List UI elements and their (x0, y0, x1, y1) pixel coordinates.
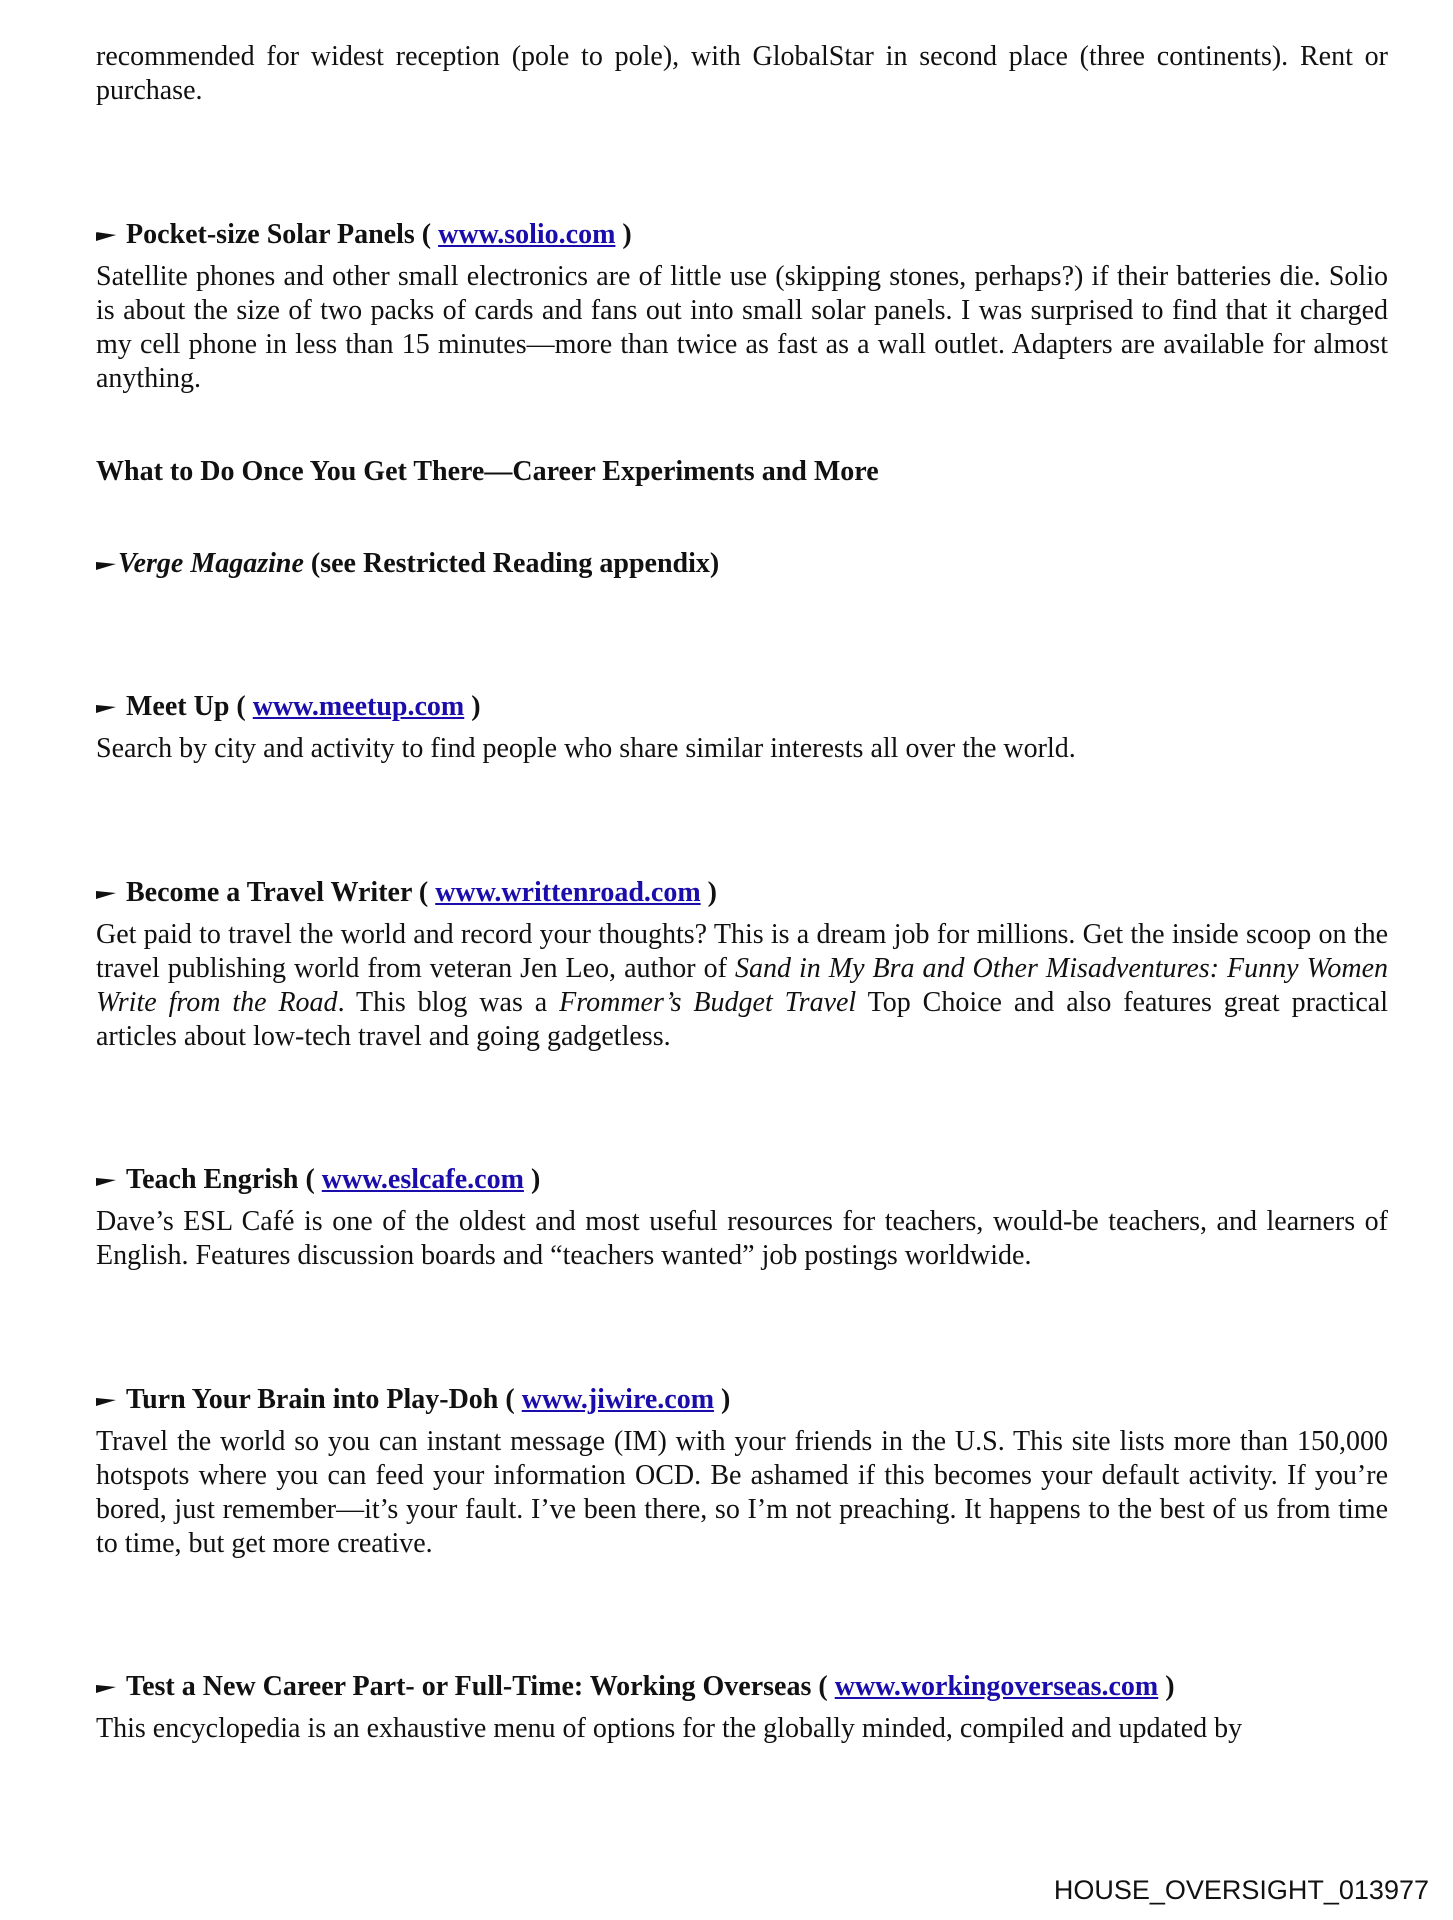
solar-title: Pocket-size Solar Panels ( (126, 219, 432, 250)
writer-book-title: Sand in My Bra and Other Misadventures: Funny Women Write from the Road (96, 953, 1388, 1018)
overseas-title: Test a New Career Part- or Full-Time: Working Overseas ( (126, 1671, 828, 1702)
verge-title: Verge Magazine (118, 548, 304, 579)
meetup-title: Meet Up ( (126, 691, 246, 722)
overseas-close: ) (1165, 1671, 1175, 1702)
esl-link[interactable]: www.eslcafe.com (321, 1164, 524, 1195)
writer-title: Become a Travel Writer ( (126, 877, 429, 908)
writer-heading (96, 876, 1388, 910)
solar-body: Satellite phones and other small electronics are of little use (skipping stones, perhaps?) if their batteries die. Solio is about the size of two packs of cards and fans out into small solar panels. I was surprised to find that it charged my cell phone in less than 15 minutes—more than twice as fast as a wall outlet. Adapters are available for almost anything. (96, 261, 1388, 394)
meetup-body: Search by city and activity to find people who share similar interests all over the world. (96, 733, 1076, 764)
pointer-arrow-icon (96, 887, 116, 899)
verge-entry (96, 547, 1388, 581)
meetup-heading (96, 690, 1388, 724)
jiwire-body: Travel the world so you can instant message (IM) with your friends in the U.S. This site lists more than 150,000 hotspots where you can feed your information OCD. Be ashamed if this becomes your default activity. If you’re bored, just remember—it’s your fault. I’ve been there, so I’m not preaching. It happens to the best of us from time to time, but get more creative. (96, 1426, 1388, 1559)
intro-section (96, 40, 1388, 108)
writer-award: Frommer’s Budget Travel (559, 987, 857, 1018)
jiwire-close: ) (721, 1384, 731, 1415)
meetup-entry (96, 690, 1388, 766)
overseas-link[interactable]: www.workingoverseas.com (834, 1671, 1159, 1702)
solar-link[interactable]: www.solio.com (438, 219, 616, 250)
section-heading: What to Do Once You Get There—Career Experiments and More (96, 456, 879, 487)
writer-entry (96, 876, 1388, 1054)
meetup-close: ) (471, 691, 481, 722)
overseas-heading (96, 1670, 1388, 1704)
esl-close: ) (530, 1164, 541, 1195)
pointer-arrow-icon (96, 1394, 116, 1406)
document-footer-id: HOUSE_OVERSIGHT_013977 (1053, 1875, 1429, 1905)
jiwire-link[interactable]: www.jiwire.com (521, 1384, 715, 1415)
jiwire-entry (96, 1383, 1388, 1561)
verge-note: (see Restricted Reading appendix) (303, 548, 720, 579)
pointer-arrow-icon (96, 701, 116, 713)
intro-paragraph: recommended for widest reception (pole to pole), with GlobalStar in second place (three continents). Rent or purchase. (96, 41, 1388, 106)
writer-body-part3: Top Choice and also features great practical articles about low-tech travel and going gadgetless. (96, 987, 1388, 1052)
solar-entry (96, 218, 1388, 396)
jiwire-heading (96, 1383, 1388, 1417)
writer-body (96, 918, 1388, 1054)
esl-body: Dave’s ESL Café is one of the oldest and most useful resources for teachers, would-be teachers, and learners of English. Features discussion boards and “teachers wanted” job postings worldwide. (96, 1206, 1388, 1271)
overseas-entry (96, 1670, 1388, 1746)
meetup-link[interactable]: www.meetup.com (252, 691, 465, 722)
esl-heading (96, 1163, 1388, 1197)
overseas-body: This encyclopedia is an exhaustive menu of options for the globally minded, compiled and updated by (96, 1713, 1243, 1744)
pointer-arrow-icon (96, 558, 116, 570)
writer-link[interactable]: www.writtenroad.com (435, 877, 701, 908)
writer-body-part1: Get paid to travel the world and record your thoughts? This is a dream job for millions. Get the inside scoop on the travel publishing world from veteran Jen Leo, author of (96, 919, 1388, 984)
pointer-arrow-icon (96, 1174, 116, 1186)
writer-body-part2: . This blog was a (337, 987, 560, 1018)
section-heading-block (96, 455, 1388, 489)
jiwire-title: Turn Your Brain into Play-Doh ( (126, 1384, 515, 1415)
pointer-arrow-icon (96, 1681, 116, 1693)
solar-close: ) (622, 219, 632, 250)
verge-heading (96, 547, 1388, 581)
solar-heading (96, 218, 1388, 252)
writer-close: ) (707, 877, 717, 908)
esl-title: Teach Engrish ( (126, 1164, 315, 1195)
pointer-arrow-icon (96, 229, 116, 241)
esl-entry (96, 1163, 1388, 1273)
